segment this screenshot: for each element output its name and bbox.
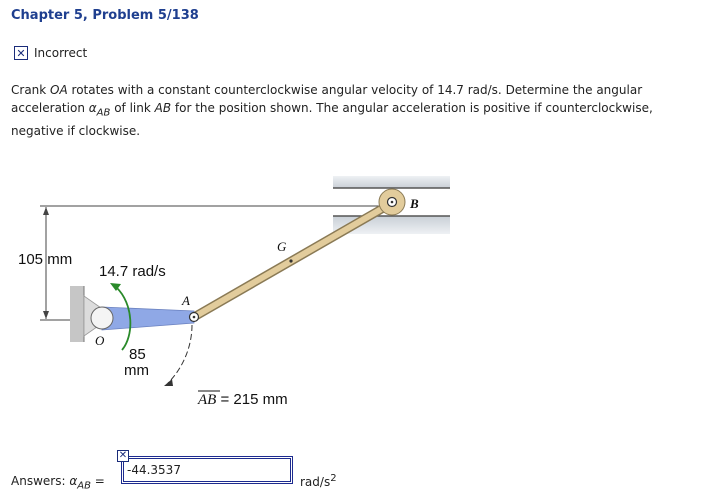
ab-symbol: AB [198,392,217,408]
alpha-symbol: α [88,101,97,115]
problem-statement [11,81,691,140]
joint-a-pin [193,316,196,319]
ab-length-label [197,391,288,408]
crank-oa [102,307,194,330]
answer-units [300,473,337,489]
dimension-arrow-top [43,207,49,215]
angle-value: 85 [129,346,146,363]
link-ab-fill [194,203,392,317]
answer-input[interactable] [127,462,287,478]
center-of-mass-g [289,259,292,262]
slider-b-center [391,201,394,204]
answer-field-frame [121,456,293,484]
label-b: B [410,196,419,211]
label-g: G [277,239,287,254]
wall-support [70,286,84,342]
problem-text-3: of link [110,101,155,115]
page-title: Chapter 5, Problem 5/138 [11,8,199,23]
problem-text-2: rotates with a constant counterclockwise angular velocity of 14.7 rad/s. Determine the angular acceleration [11,83,643,115]
problem-text-4: for the position shown. The angular acceleration is positive if counterclockwise, negative if clockwise. [11,101,653,139]
x-mark-icon: ✕ [14,46,28,60]
answer-equals: = [90,474,105,488]
units-exponent: 2 [330,473,337,484]
angle-arc-arrowhead [164,379,173,386]
pivot-o [91,307,113,329]
mechanism-figure [0,160,716,420]
answer-alpha-subscript: AB [77,480,91,492]
x-mark-icon: ✕ [118,450,128,461]
omega-label: 14.7 rad/s [99,263,166,280]
answer-alpha-symbol: α [69,474,78,488]
dimension-arrow-bottom [43,311,49,319]
answers-label [11,474,105,491]
alpha-subscript: AB [96,107,111,119]
units-text: rad/s [300,475,331,489]
upper-guide [333,176,450,188]
answer-status [14,45,87,61]
link-symbol: AB [154,101,172,115]
answers-text: Answers: [11,474,70,488]
crank-symbol: OA [50,83,68,97]
angle-arc [168,325,192,383]
ab-length-value: = 215 mm [216,391,288,408]
problem-text-1: Crank [11,83,51,97]
angle-unit: mm [124,362,149,379]
status-text: Incorrect [34,46,88,60]
label-a: A [182,293,190,308]
dimension-label: 105 mm [18,251,73,268]
label-o: O [95,333,105,348]
